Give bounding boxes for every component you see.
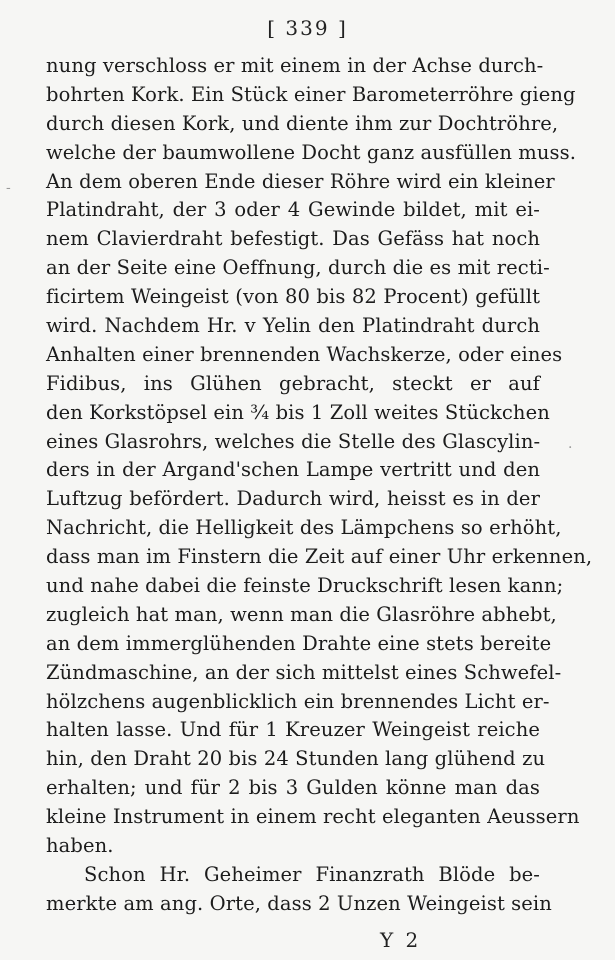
margin-speck: · bbox=[568, 440, 573, 456]
text-line: Nachricht, die Helligkeit des Lämpchens so erhöht, bbox=[46, 516, 562, 540]
text-line: halten lasse. Und für 1 Kreuzer Weingeist reiche bbox=[46, 718, 540, 742]
text-line: Anhalten einer brennenden Wachskerze, oder eines bbox=[46, 342, 563, 366]
margin-speck: - bbox=[6, 180, 11, 196]
text-line-paragraph-end: haben. bbox=[46, 834, 114, 858]
text-line: nung verschloss er mit einem in der Achse durch- bbox=[46, 54, 544, 77]
text-line: erhalten; und für 2 bis 3 Gulden könne man das bbox=[46, 776, 540, 800]
text-line: hin, den Draht 20 bis 24 Stunden lang glühend zu bbox=[46, 747, 546, 771]
text-line: zugleich hat man, wenn man die Glasröhre abhebt, bbox=[46, 602, 557, 626]
text-line-paragraph-start: Schon Hr. Geheimer Finanzrath Blöde be- bbox=[84, 862, 540, 886]
text-line: hölzchens augenblicklich ein brennendes Licht er- bbox=[46, 689, 550, 713]
text-line: nem Clavierdraht befestigt. Das Gefäss hat noch bbox=[46, 227, 540, 251]
text-line: durch diesen Kork, und diente ihm zur Dochtröhre, bbox=[46, 111, 559, 135]
text-line: Platindraht, der 3 oder 4 Gewinde bildet, mit ei- bbox=[46, 198, 540, 222]
text-line: den Korkstöpsel ein ¾ bis 1 Zoll weites Stückchen bbox=[46, 400, 550, 424]
text-line: wird. Nachdem Hr. v Yelin den Platindraht durch bbox=[46, 314, 540, 338]
signature-mark: Y 2 bbox=[380, 928, 422, 952]
text-line: kleine Instrument in einem recht eleganten Aeussern bbox=[46, 805, 580, 829]
text-line: Fidibus, ins Glühen gebracht, steckt er auf bbox=[46, 371, 540, 395]
body-text bbox=[46, 52, 593, 919]
text-line: An dem oberen Ende dieser Röhre wird ein kleiner bbox=[46, 169, 555, 193]
text-line: an der Seite eine Oeffnung, durch die es mit recti- bbox=[46, 256, 550, 280]
text-line: eines Glasrohrs, welches die Stelle des Glascylin- bbox=[46, 429, 541, 453]
page-number: [ 339 ] bbox=[267, 16, 348, 40]
text-line: ders in der Argand'schen Lampe vertritt und den bbox=[46, 458, 540, 482]
text-line: Zündmaschine, an der sich mittelst eines Schwefel- bbox=[46, 660, 562, 684]
text-line: ficirtem Weingeist (von 80 bis 82 Procent) gefüllt bbox=[46, 285, 540, 309]
text-line: und nahe dabei die feinste Druckschrift lesen kann; bbox=[46, 574, 564, 598]
text-line: an dem immerglühenden Drahte eine stets bereite bbox=[46, 631, 552, 655]
text-line: dass man im Finstern die Zeit auf einer Uhr erkennen, bbox=[46, 545, 593, 569]
text-line: Luftzug befördert. Dadurch wird, heisst es in der bbox=[46, 487, 540, 511]
text-line: bohrten Kork. Ein Stück einer Barometerröhre gieng bbox=[46, 82, 576, 106]
text-line: merkte am ang. Orte, dass 2 Unzen Weingeist sein bbox=[46, 891, 552, 915]
text-line: welche der baumwollene Docht ganz ausfüllen muss. bbox=[46, 140, 577, 164]
